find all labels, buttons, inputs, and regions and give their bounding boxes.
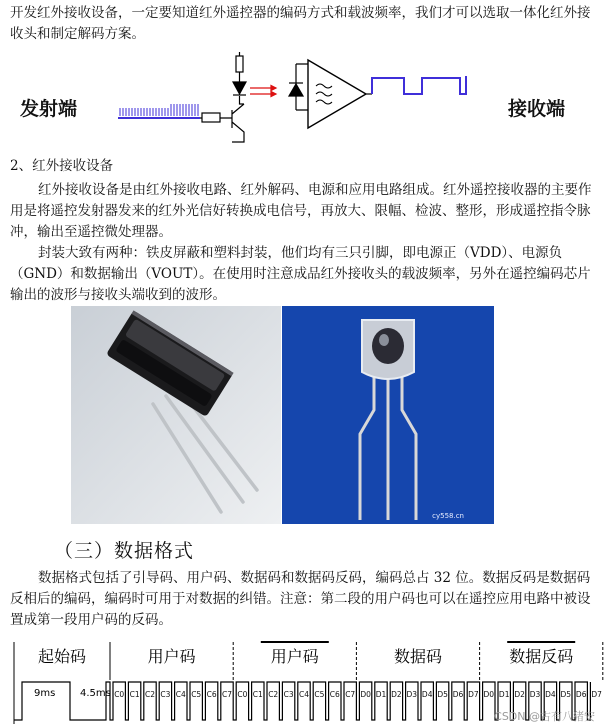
frame-field-label: 数据反码 [509, 647, 574, 666]
lead-low-label: 4.5ms [80, 688, 111, 699]
bit-label: D3 [529, 690, 541, 699]
bit-label: D7 [591, 690, 602, 699]
bit-label: C6 [206, 690, 217, 699]
bit-label: C3 [283, 690, 294, 699]
bit-label: C3 [160, 690, 171, 699]
bit-label: D2 [514, 690, 525, 699]
bit-label: C5 [191, 690, 202, 699]
bit-label: D1 [498, 690, 510, 699]
section-3-title: （三）数据格式 [54, 540, 195, 562]
ir-led [233, 82, 246, 95]
bit-label: C7 [345, 690, 356, 699]
frame-field-label: 用户码 [270, 647, 319, 666]
bit-label: C1 [129, 690, 140, 699]
bit-label: D0 [360, 690, 371, 699]
lead-high-label: 9ms [34, 688, 56, 699]
photo-watermark: cy558.cn [432, 512, 464, 520]
rx-output-waveform [372, 76, 466, 94]
intro-paragraph: 开发红外接收设备，一定要知道红外遥控器的编码方式和载波频率，我们才可以选取一体化红外接收头和制定解码方案。 [10, 5, 591, 42]
photodiode [289, 64, 303, 110]
csdn-credit: CSDN @古有八猪安 [494, 710, 595, 723]
receiver-label: 接收端 [508, 98, 566, 120]
receiver-description-paragraph: 红外接收设备是由红外接收电路、红外解码、电源和应用电路组成。红外遥控接收器的主要作用是将遥控发射器发来的红外光信好转换成电信号，再放大、限幅、检波、整形，形成遥控指令脉冲，输出至遥控微处理器。 [10, 182, 592, 240]
bit-label: C6 [329, 690, 340, 699]
frame-field-label: 起始码 [37, 647, 87, 666]
bit-label: C2 [268, 690, 279, 699]
plastic-receiver-photo [282, 306, 494, 524]
bit-label: C0 [114, 690, 125, 699]
section-2-title: 2、红外接收设备 [10, 158, 114, 174]
bit-label: C0 [237, 690, 248, 699]
bit-label: D4 [421, 690, 433, 699]
frame-field-label: 数据码 [393, 647, 443, 666]
transmitter-label: 发射端 [20, 98, 78, 120]
bit-label: D2 [391, 690, 402, 699]
bit-label: C4 [175, 690, 186, 699]
bit-label: D6 [575, 690, 587, 699]
bit-label: C1 [252, 690, 263, 699]
package-description-paragraph: 封装大致有两种：铁皮屏蔽和塑料封装，他们均有三只引脚，即电源正（VDD）、电源负（GND）和数据输出（VOUT）。在使用时注意成品红外接收头的载波频率，另外在遥控编码芯片输出的波形与接收头端收到的波形。 [10, 245, 591, 303]
tx-pulse-train [120, 104, 198, 116]
bit-label: D5 [437, 690, 448, 699]
data-format-paragraph: 数据格式包括了引导码、用户码、数据码和数据码反码，编码总占 32 位。数据反码是数据码反相后的编码，编码时可用于对数据的纠错。注意：第二段的用户码也可以在遥控应用电路中被设置成第一段用户码的反码。 [10, 570, 591, 628]
ir-beam [250, 86, 276, 97]
bit-label: D6 [452, 690, 464, 699]
bit-label: C5 [314, 690, 325, 699]
bit-label: C2 [144, 690, 156, 699]
transistor [232, 104, 244, 142]
bit-label: C4 [298, 690, 310, 699]
bit-label: D0 [483, 690, 495, 699]
frame-field-label: 用户码 [147, 647, 196, 666]
bit-label: D3 [406, 690, 418, 699]
resistor [202, 113, 220, 122]
bit-label: D4 [545, 690, 556, 699]
supply-resistor [236, 56, 243, 72]
bit-label: D5 [560, 690, 572, 699]
bit-label: D7 [468, 690, 479, 699]
shielded-receiver-photo [71, 306, 281, 524]
bit-label: C7 [221, 690, 233, 699]
bit-label: D1 [375, 690, 387, 699]
